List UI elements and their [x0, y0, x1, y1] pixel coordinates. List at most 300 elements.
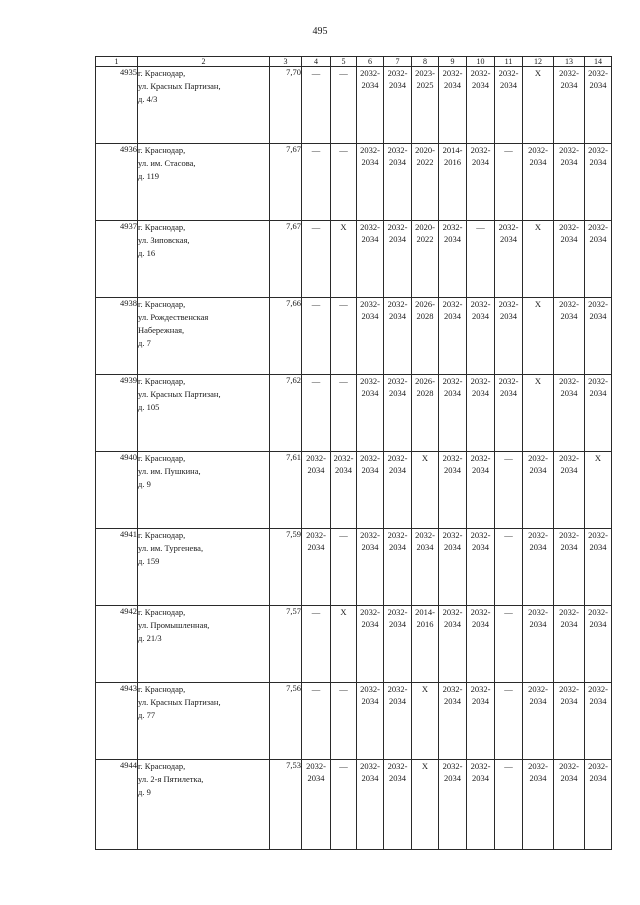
- period-value: 2032-: [470, 684, 491, 694]
- period-value: 2034: [472, 619, 489, 629]
- score-cell: 7,56: [270, 683, 302, 760]
- address-line: ул. им. Тургенева,: [138, 543, 204, 553]
- period-value: 2032-: [559, 684, 579, 694]
- period-value: 2034: [361, 542, 379, 552]
- row-number: 4935: [96, 67, 138, 144]
- period-value: 2034: [389, 234, 406, 244]
- period-value: —: [339, 145, 348, 155]
- period-value: 2032-: [442, 607, 463, 617]
- period-cell: [412, 298, 439, 375]
- period-value: 2034: [589, 542, 607, 552]
- period-value: —: [339, 684, 348, 694]
- page-number: 495: [312, 26, 328, 37]
- period-value: 2032-: [470, 68, 491, 78]
- period-cell: [523, 760, 554, 850]
- period-value: 2032-: [306, 761, 326, 771]
- period-cell: [331, 144, 357, 221]
- period-value: 2032-: [470, 299, 491, 309]
- period-value: 2032-: [442, 299, 463, 309]
- period-value: 2034: [472, 465, 489, 475]
- address-line: д. 105: [138, 402, 160, 412]
- table-row: [96, 298, 612, 375]
- period-cell: [412, 683, 439, 760]
- period-cell: [495, 683, 523, 760]
- period-value: 2016: [444, 157, 461, 167]
- period-value: Х: [421, 684, 429, 694]
- address-line: ул. им. Пушкина,: [138, 466, 201, 476]
- row-number: 4938: [96, 298, 138, 375]
- period-value: 2032-: [360, 530, 380, 540]
- period-cell: [384, 298, 412, 375]
- period-value: 2034: [560, 696, 578, 706]
- period-value: 2032-: [498, 299, 519, 309]
- period-value: 2022: [416, 234, 434, 244]
- address-line: г. Краснодар,: [138, 145, 186, 155]
- period-cell: [439, 375, 467, 452]
- period-cell: [331, 606, 357, 683]
- period-cell: [384, 452, 412, 529]
- period-cell: [467, 452, 495, 529]
- period-cell: [384, 144, 412, 221]
- period-cell: [331, 375, 357, 452]
- table-row: [96, 67, 612, 144]
- period-cell: [302, 67, 331, 144]
- period-cell: [554, 683, 585, 760]
- period-cell: [412, 144, 439, 221]
- address-cell: [138, 683, 270, 760]
- period-cell: [554, 529, 585, 606]
- period-cell: [331, 67, 357, 144]
- period-cell: [467, 67, 495, 144]
- period-cell: [357, 298, 384, 375]
- period-value: 2032-: [559, 222, 579, 232]
- period-value: 2020-: [415, 145, 435, 155]
- period-cell: [523, 67, 554, 144]
- address-line: ул. им. Стасова,: [138, 158, 196, 168]
- period-value: 2032-: [306, 453, 326, 463]
- period-value: 2032-: [470, 453, 491, 463]
- address-line: г. Краснодар,: [138, 453, 186, 463]
- period-value: 2034: [529, 773, 547, 783]
- address-cell: [138, 606, 270, 683]
- period-value: 2034: [444, 234, 461, 244]
- period-value: 2032-: [588, 684, 608, 694]
- row-number: 4940: [96, 452, 138, 529]
- table-row: [96, 529, 612, 606]
- score-cell: 7,66: [270, 298, 302, 375]
- period-value: Х: [534, 299, 542, 309]
- period-cell: [331, 529, 357, 606]
- period-value: 2032-: [588, 376, 608, 386]
- period-cell: [554, 298, 585, 375]
- period-value: 2032-: [442, 761, 463, 771]
- period-cell: [357, 375, 384, 452]
- period-cell: [554, 760, 585, 850]
- address-line: ул. Зиповская,: [138, 235, 190, 245]
- address-line: ул. Промышленная,: [138, 620, 210, 630]
- period-cell: [384, 221, 412, 298]
- period-value: Х: [340, 607, 347, 617]
- address-line: г. Краснодар,: [138, 761, 186, 771]
- row-number: 4939: [96, 375, 138, 452]
- period-cell: [495, 375, 523, 452]
- period-value: 2034: [589, 80, 607, 90]
- period-value: 2032-: [528, 530, 548, 540]
- period-value: 2034: [560, 465, 578, 475]
- period-value: 2034: [361, 80, 379, 90]
- period-cell: [585, 529, 612, 606]
- period-cell: [331, 298, 357, 375]
- period-value: 2034: [560, 234, 578, 244]
- period-cell: [523, 529, 554, 606]
- address-line: ул. 2-я Пятилетка,: [138, 774, 204, 784]
- period-value: 2032-: [333, 453, 354, 463]
- period-cell: [554, 375, 585, 452]
- period-value: 2032-: [387, 761, 408, 771]
- period-value: 2032-: [559, 607, 579, 617]
- period-value: 2032-: [387, 376, 408, 386]
- period-cell: [495, 760, 523, 850]
- period-value: 2028: [416, 388, 434, 398]
- address-cell: [138, 221, 270, 298]
- address-line: д. 4/3: [138, 94, 158, 104]
- period-value: 2034: [361, 234, 379, 244]
- score-cell: 7,59: [270, 529, 302, 606]
- period-cell: [331, 683, 357, 760]
- period-value: 2032-: [588, 145, 608, 155]
- period-value: 2032-: [360, 376, 380, 386]
- period-value: —: [504, 453, 513, 463]
- period-cell: [302, 298, 331, 375]
- period-value: —: [311, 68, 321, 78]
- period-value: 2034: [472, 696, 489, 706]
- address-line: г. Краснодар,: [138, 684, 186, 694]
- period-cell: [439, 606, 467, 683]
- address-line: г. Краснодар,: [138, 530, 186, 540]
- period-value: 2034: [361, 157, 379, 167]
- period-value: —: [311, 222, 321, 232]
- period-value: Х: [421, 453, 429, 463]
- period-value: 2016: [416, 619, 434, 629]
- address-cell: [138, 67, 270, 144]
- period-value: 2032-: [442, 68, 463, 78]
- period-value: 2034: [589, 619, 607, 629]
- period-value: 2026-: [415, 299, 435, 309]
- score-cell: 7,61: [270, 452, 302, 529]
- period-cell: [467, 529, 495, 606]
- period-value: 2034: [361, 619, 379, 629]
- period-value: —: [504, 761, 513, 771]
- address-line: г. Краснодар,: [138, 68, 186, 78]
- period-value: 2034: [560, 157, 578, 167]
- period-cell: [384, 529, 412, 606]
- period-value: 2032-: [387, 222, 408, 232]
- period-value: 2032-: [528, 607, 548, 617]
- period-cell: [384, 760, 412, 850]
- period-value: 2034: [335, 465, 352, 475]
- period-cell: [384, 683, 412, 760]
- period-value: Х: [340, 222, 347, 232]
- column-header: 4: [302, 57, 331, 67]
- period-value: 2032-: [498, 376, 519, 386]
- period-value: 2034: [500, 80, 517, 90]
- column-header: 8: [412, 57, 439, 67]
- address-line: г. Краснодар,: [138, 376, 186, 386]
- table-body: [96, 67, 612, 850]
- period-cell: [412, 375, 439, 452]
- period-value: 2022: [416, 157, 434, 167]
- period-value: 2034: [444, 465, 461, 475]
- column-header: 1: [96, 57, 138, 67]
- period-value: 2014-: [442, 145, 463, 155]
- address-cell: [138, 760, 270, 850]
- address-line: д. 119: [138, 171, 160, 181]
- period-value: 2034: [560, 80, 578, 90]
- period-value: Х: [421, 761, 429, 771]
- period-value: 2032-: [415, 530, 435, 540]
- period-value: 2034: [500, 234, 517, 244]
- period-value: 2034: [529, 542, 547, 552]
- period-value: 2034: [560, 542, 578, 552]
- period-value: 2032-: [528, 761, 548, 771]
- period-value: Х: [594, 453, 602, 463]
- period-cell: [495, 529, 523, 606]
- period-value: —: [311, 607, 321, 617]
- period-cell: [523, 221, 554, 298]
- period-cell: [585, 144, 612, 221]
- period-cell: [302, 452, 331, 529]
- address-cell: [138, 298, 270, 375]
- period-value: 2034: [444, 311, 461, 321]
- period-value: 2034: [529, 157, 547, 167]
- period-cell: [523, 144, 554, 221]
- address-line: ул. Красных Партизан,: [138, 81, 221, 91]
- period-value: —: [311, 145, 321, 155]
- period-value: 2032-: [387, 607, 408, 617]
- address-line: д. 21/3: [138, 633, 162, 643]
- period-cell: [523, 452, 554, 529]
- address-cell: [138, 375, 270, 452]
- period-value: 2034: [472, 773, 489, 783]
- score-cell: 7,70: [270, 67, 302, 144]
- period-value: —: [339, 68, 348, 78]
- period-value: 2032-: [528, 684, 548, 694]
- period-value: 2032-: [360, 761, 380, 771]
- table-row: [96, 683, 612, 760]
- period-value: 2032-: [442, 222, 463, 232]
- period-cell: [554, 452, 585, 529]
- period-cell: [467, 606, 495, 683]
- period-value: —: [339, 530, 348, 540]
- period-cell: [495, 221, 523, 298]
- register-table: [95, 56, 612, 850]
- address-line: д. 7: [138, 338, 151, 348]
- period-value: 2032-: [559, 453, 579, 463]
- table-row: [96, 760, 612, 850]
- table-row: [96, 144, 612, 221]
- period-value: 2032-: [559, 376, 579, 386]
- period-value: 2032-: [528, 453, 548, 463]
- period-value: 2032-: [559, 68, 579, 78]
- period-cell: [439, 221, 467, 298]
- row-number: 4943: [96, 683, 138, 760]
- period-cell: [302, 221, 331, 298]
- address-line: г. Краснодар,: [138, 607, 186, 617]
- period-cell: [495, 298, 523, 375]
- address-line: ул. Красных Партизан,: [138, 389, 221, 399]
- score-cell: 7,67: [270, 221, 302, 298]
- period-cell: [302, 375, 331, 452]
- period-cell: [554, 67, 585, 144]
- address-cell: [138, 529, 270, 606]
- period-value: —: [311, 299, 321, 309]
- period-value: —: [311, 376, 321, 386]
- period-cell: [495, 606, 523, 683]
- row-number: 4941: [96, 529, 138, 606]
- period-cell: [331, 221, 357, 298]
- column-header: 13: [554, 57, 585, 67]
- period-value: —: [504, 607, 513, 617]
- period-value: 2034: [307, 465, 325, 475]
- period-value: 2034: [529, 619, 547, 629]
- period-cell: [412, 760, 439, 850]
- period-value: —: [504, 145, 513, 155]
- period-cell: [523, 606, 554, 683]
- period-cell: [554, 221, 585, 298]
- period-value: —: [504, 530, 513, 540]
- period-value: 2032-: [387, 145, 408, 155]
- period-value: 2034: [472, 542, 489, 552]
- period-value: 2032-: [360, 299, 380, 309]
- period-cell: [585, 452, 612, 529]
- column-header: 6: [357, 57, 384, 67]
- period-value: 2034: [307, 542, 325, 552]
- period-value: 2034: [472, 311, 489, 321]
- address-line: д. 9: [138, 479, 151, 489]
- period-value: 2034: [560, 619, 578, 629]
- period-value: 2032-: [387, 299, 408, 309]
- column-header: 11: [495, 57, 523, 67]
- column-header: 14: [585, 57, 612, 67]
- period-cell: [585, 67, 612, 144]
- period-cell: [357, 529, 384, 606]
- period-cell: [384, 375, 412, 452]
- period-value: 2034: [389, 157, 406, 167]
- period-cell: [439, 67, 467, 144]
- period-value: 2020-: [415, 222, 435, 232]
- period-value: Х: [534, 68, 542, 78]
- column-header: 7: [384, 57, 412, 67]
- row-number: 4942: [96, 606, 138, 683]
- period-value: 2028: [416, 311, 434, 321]
- period-value: 2032-: [588, 607, 608, 617]
- table-row: [96, 221, 612, 298]
- period-value: 2034: [389, 542, 406, 552]
- period-value: 2025: [416, 80, 434, 90]
- period-value: 2034: [529, 465, 547, 475]
- period-value: 2032-: [387, 530, 408, 540]
- period-cell: [495, 67, 523, 144]
- period-value: —: [339, 761, 348, 771]
- period-cell: [357, 760, 384, 850]
- score-cell: 7,67: [270, 144, 302, 221]
- period-cell: [302, 144, 331, 221]
- period-cell: [384, 606, 412, 683]
- period-cell: [523, 298, 554, 375]
- period-value: —: [339, 299, 348, 309]
- period-value: 2034: [416, 542, 434, 552]
- period-cell: [412, 452, 439, 529]
- address-line: д. 77: [138, 710, 156, 720]
- column-header: 3: [270, 57, 302, 67]
- period-cell: [439, 298, 467, 375]
- period-value: Х: [534, 222, 542, 232]
- period-value: 2032-: [360, 607, 380, 617]
- period-value: 2032-: [559, 761, 579, 771]
- period-cell: [331, 452, 357, 529]
- period-value: —: [311, 684, 321, 694]
- period-value: Х: [534, 376, 542, 386]
- row-number: 4937: [96, 221, 138, 298]
- period-value: 2032-: [442, 684, 463, 694]
- period-cell: [302, 529, 331, 606]
- period-value: 2032-: [360, 68, 380, 78]
- period-value: 2034: [560, 773, 578, 783]
- period-value: 2034: [472, 157, 489, 167]
- period-cell: [357, 144, 384, 221]
- period-cell: [412, 67, 439, 144]
- period-value: 2014-: [415, 607, 435, 617]
- row-number: 4944: [96, 760, 138, 850]
- period-cell: [412, 221, 439, 298]
- table-row: [96, 452, 612, 529]
- address-line: д. 9: [138, 787, 151, 797]
- period-value: 2032-: [498, 68, 519, 78]
- period-value: 2034: [560, 311, 578, 321]
- period-value: 2032-: [470, 145, 491, 155]
- address-line: г. Краснодар,: [138, 222, 186, 232]
- row-number: 4936: [96, 144, 138, 221]
- period-value: 2032-: [360, 222, 380, 232]
- period-cell: [495, 144, 523, 221]
- period-value: 2032-: [559, 530, 579, 540]
- period-value: 2034: [472, 388, 489, 398]
- period-value: 2032-: [360, 145, 380, 155]
- period-value: 2034: [500, 311, 517, 321]
- period-cell: [585, 375, 612, 452]
- period-value: 2034: [307, 773, 325, 783]
- period-value: 2032-: [588, 68, 608, 78]
- period-value: 2034: [444, 696, 461, 706]
- period-cell: [467, 221, 495, 298]
- period-value: 2032-: [470, 607, 491, 617]
- address-cell: [138, 144, 270, 221]
- column-header: 12: [523, 57, 554, 67]
- period-value: 2034: [389, 465, 406, 475]
- column-header: 2: [138, 57, 270, 67]
- period-cell: [412, 606, 439, 683]
- period-value: 2032-: [588, 299, 608, 309]
- period-cell: [331, 760, 357, 850]
- period-value: 2032-: [498, 222, 519, 232]
- period-cell: [467, 298, 495, 375]
- period-cell: [357, 221, 384, 298]
- period-cell: [585, 606, 612, 683]
- score-cell: 7,62: [270, 375, 302, 452]
- period-value: 2032-: [470, 530, 491, 540]
- period-cell: [302, 606, 331, 683]
- period-value: 2034: [589, 773, 607, 783]
